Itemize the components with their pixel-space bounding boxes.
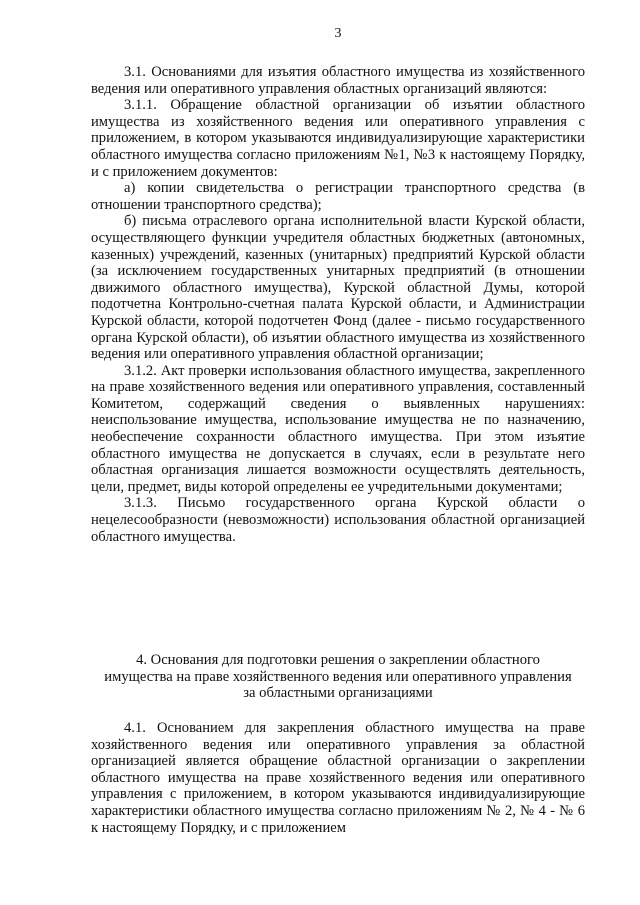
paragraph-3-1-1-a: а) копии свидетельства о регистрации транспортного средства (в отношении транспортного средства); (91, 180, 585, 213)
section-4-heading-line-3: за областными организациями (243, 685, 433, 702)
paragraph-3-1-1-b: б) письма отраслевого органа исполнительной власти Курской области, осуществляющего функции учредителя областных бюджетных (автономных, казенных) учреждений, казенных (унитарных) предприятий Курской области (за исключением государственных унитарных предприятий (в отношении движимого областного имущества), Курской областной Думы, которой подотчетна Контрольно-счетная палата Курской области, и Администрации Курской области, которой подотчетен Фонд (далее - письмо государственного органа Курской области), об изъятии областного имущества из хозяйственного ведения или оперативного управления областной организации; (91, 213, 585, 363)
section-3-body (91, 64, 585, 545)
paragraph-3-1-2: 3.1.2. Акт проверки использования областного имущества, закрепленного на праве хозяйственного ведения или оперативного управления, составленный Комитетом, содержащий сведения о выявленных нарушениях: неиспользование имущества, использование имущества не по назначению, необеспечение сохранности областного имущества. При этом изъятие областного имущества не допускается в случаях, если в результате него областная организация лишается возможности осуществлять деятельность, цели, предмет, виды которой определены ее учредительными документами; (91, 362, 585, 495)
paragraph-4-1: 4.1. Основанием для закрепления областного имущества на праве хозяйственного ведения или оперативного управления за областной организацией является обращение областной организации о закреплении областного имущества на праве хозяйственного ведения или оперативного управления с приложением, в котором указываются индивидуализирующие характеристики областного имущества согласно приложениям № 2, № 4 - № 6 к настоящему Порядку, и с приложением (91, 720, 585, 836)
section-4-heading-line-2: имущества на праве хозяйственного ведения или оперативного управления (104, 668, 572, 685)
section-4-body (91, 720, 585, 836)
section-4-heading-line-1: 4. Основания для подготовки решения о закреплении областного (136, 652, 540, 668)
page-number: 3 (334, 26, 342, 41)
paragraph-3-1: 3.1. Основаниями для изъятия областного имущества из хозяйственного ведения или оперативного управления областных организаций являются: (91, 64, 585, 97)
section-4-heading (91, 652, 585, 702)
paragraph-3-1-3: 3.1.3. Письмо государственного органа Курской области о нецелесообразности (невозможности) использования областной организацией областного имущества. (91, 495, 585, 545)
paragraph-3-1-1: 3.1.1. Обращение областной организации об изъятии областного имущества из хозяйственного ведения или оперативного управления с приложением, в котором указываются индивидуализирующие характеристики областного имущества согласно приложениям №1, №3 к настоящему Порядку, и с приложением документов: (91, 97, 585, 180)
